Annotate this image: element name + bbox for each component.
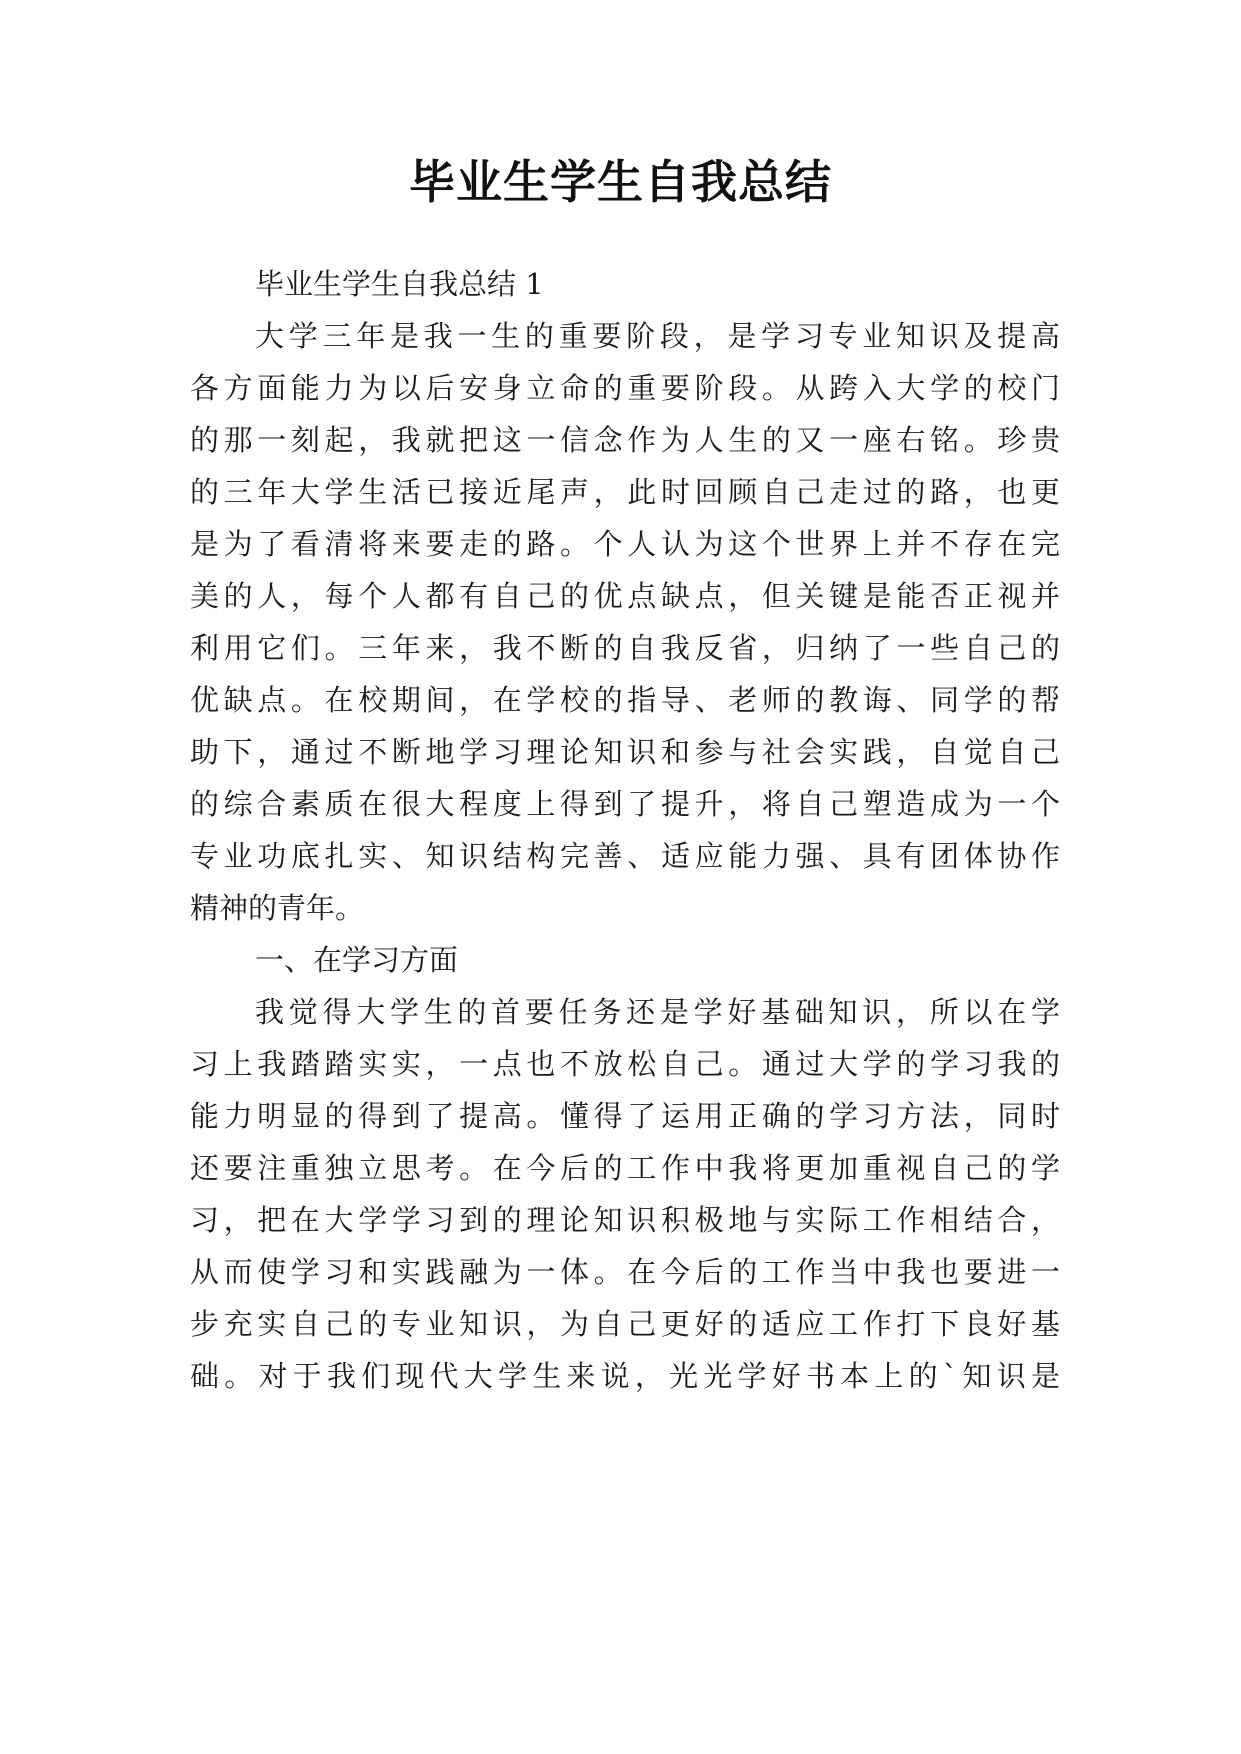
section-heading: 毕业生学生自我总结 1 xyxy=(255,267,544,301)
text-line: 我觉得大学生的首要任务还是学好基础知识，所以在学 xyxy=(255,995,1060,1029)
text-line: 各方面能力为以后安身立命的重要阶段。从跨入大学的校门 xyxy=(190,371,1060,405)
document-title: 毕业生学生自我总结 xyxy=(409,155,832,209)
text-line: 美的人，每个人都有自己的优点缺点，但关键是能否正视并 xyxy=(190,579,1060,613)
text-line: 的那一刻起，我就把这一信念作为人生的又一座右铭。珍贵 xyxy=(190,423,1060,457)
section-heading: 一、在学习方面 xyxy=(255,943,459,977)
text-line: 专业功底扎实、知识结构完善、适应能力强、具有团体协作 xyxy=(190,839,1060,873)
text-line: 精神的青年。 xyxy=(190,891,365,925)
text-line: 利用它们。三年来，我不断的自我反省，归纳了一些自己的 xyxy=(190,631,1060,665)
text-line: 习，把在大学学习到的理论知识积极地与实际工作相结合， xyxy=(190,1203,1060,1237)
text-line: 助下，通过不断地学习理论知识和参与社会实践，自觉自己 xyxy=(190,735,1060,769)
text-line: 的三年大学生活已接近尾声，此时回顾自己走过的路，也更 xyxy=(190,475,1060,509)
text-line: 习上我踏踏实实，一点也不放松自己。通过大学的学习我的 xyxy=(190,1047,1060,1081)
text-line: 优缺点。在校期间，在学校的指导、老师的教诲、同学的帮 xyxy=(190,683,1060,717)
text-line: 能力明显的得到了提高。懂得了运用正确的学习方法，同时 xyxy=(190,1099,1060,1133)
text-line: 大学三年是我一生的重要阶段，是学习专业知识及提高 xyxy=(255,319,1060,353)
text-line: 从而使学习和实践融为一体。在今后的工作当中我也要进一 xyxy=(190,1255,1060,1289)
text-line: 的综合素质在很大程度上得到了提升，将自己塑造成为一个 xyxy=(190,787,1060,821)
text-line: 是为了看清将来要走的路。个人认为这个世界上并不存在完 xyxy=(190,527,1060,561)
text-line: 还要注重独立思考。在今后的工作中我将更加重视自己的学 xyxy=(190,1151,1060,1185)
text-line: 步充实自己的专业知识，为自己更好的适应工作打下良好基 xyxy=(190,1307,1060,1341)
text-line: 础。对于我们现代大学生来说，光光学好书本上的`知识是 xyxy=(190,1359,1060,1393)
